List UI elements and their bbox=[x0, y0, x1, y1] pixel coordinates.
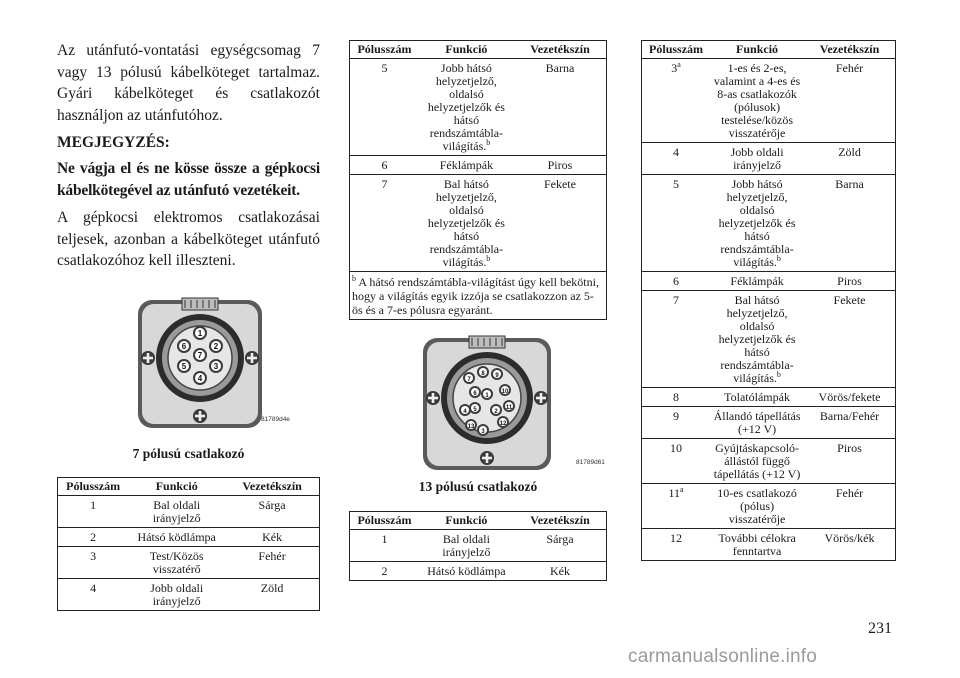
header-pin: Pólusszám bbox=[350, 512, 419, 530]
connector-13-diagram bbox=[401, 332, 576, 472]
svg-text:7: 7 bbox=[467, 377, 471, 383]
pin-cell: 1 bbox=[58, 495, 129, 527]
table-row bbox=[642, 272, 896, 291]
pin-socket bbox=[469, 386, 481, 398]
screw-icon bbox=[426, 391, 440, 405]
function-cell: Gyújtáskapcsoló-állástól függő tápellátás (+12 V) bbox=[710, 439, 804, 484]
color-cell: Zöld bbox=[804, 143, 895, 175]
pin-cell: 5 bbox=[350, 59, 419, 156]
table-row bbox=[642, 175, 896, 272]
table-row bbox=[350, 530, 607, 562]
connector-13-caption: 13 pólusú csatlakozó bbox=[418, 479, 538, 494]
function-cell: További célokra fenntartva bbox=[710, 529, 804, 561]
color-cell: Piros bbox=[804, 272, 895, 291]
pin-cell: 7 bbox=[350, 175, 419, 272]
intro-paragraph: Az utánfutó-vontatási egységcsomag 7 vagy 13 pólusú kábelköteget tartalmaz. Gyári kábelköteget és csatlakozót használjon az utánfutóhoz. bbox=[57, 42, 320, 124]
pin-socket bbox=[497, 416, 509, 428]
pin-cell: 9 bbox=[642, 407, 711, 439]
color-cell: Fekete bbox=[514, 175, 607, 272]
pin-socket bbox=[477, 424, 489, 436]
right-column bbox=[641, 0, 896, 561]
connector-7-figure bbox=[125, 292, 290, 440]
color-cell: Fehér bbox=[225, 546, 319, 578]
color-cell: Kék bbox=[514, 562, 607, 581]
header-color: Vezetékszín bbox=[804, 41, 895, 59]
table-row bbox=[642, 291, 896, 388]
pin-socket bbox=[193, 371, 207, 385]
figure-code: 81789d61 bbox=[576, 459, 605, 466]
latch-icon bbox=[469, 336, 505, 348]
svg-text:5: 5 bbox=[181, 361, 187, 371]
screw-icon bbox=[245, 351, 259, 365]
pin-socket bbox=[209, 359, 223, 373]
pin-socket bbox=[193, 348, 207, 362]
pin-socket bbox=[491, 368, 503, 380]
pin-cell: 4 bbox=[58, 578, 129, 610]
pin-cell: 8 bbox=[642, 388, 711, 407]
note-title: MEGJEGYZÉS: bbox=[57, 134, 170, 151]
screw-icon bbox=[193, 409, 207, 423]
color-cell: Vörös/kék bbox=[804, 529, 895, 561]
svg-text:3: 3 bbox=[481, 429, 485, 435]
pin-socket bbox=[477, 366, 489, 378]
pin-cell: 3$^a$ bbox=[642, 59, 711, 143]
color-cell: Fehér bbox=[804, 59, 895, 143]
watermark: carmanualsonline.info bbox=[628, 646, 818, 667]
left-column bbox=[57, 0, 320, 611]
svg-text:3: 3 bbox=[213, 361, 219, 371]
pin-socket bbox=[463, 372, 475, 384]
svg-text:6: 6 bbox=[181, 341, 187, 351]
svg-text:2: 2 bbox=[213, 341, 219, 351]
pin-cell: 2 bbox=[58, 527, 129, 546]
pin-socket bbox=[499, 384, 511, 396]
screw-icon bbox=[534, 391, 548, 405]
color-cell: Sárga bbox=[514, 530, 607, 562]
header-function: Funkció bbox=[128, 477, 225, 495]
pin-cell: 3 bbox=[58, 546, 129, 578]
svg-text:2: 2 bbox=[494, 409, 498, 415]
pin-cell: 7 bbox=[642, 291, 711, 388]
color-cell: Vörös/fekete bbox=[804, 388, 895, 407]
table-row bbox=[642, 388, 896, 407]
screw-icon bbox=[141, 351, 155, 365]
function-cell: Bal oldali irányjelző bbox=[128, 495, 225, 527]
connector-7-diagram bbox=[125, 292, 275, 432]
color-cell: Fehér bbox=[804, 484, 895, 529]
table-row bbox=[58, 546, 320, 578]
table-row bbox=[642, 484, 896, 529]
function-cell: Bal hátsó helyzetjelző, oldalsó helyzetjelzők és hátsó rendszámtábla-világítás.$^b$ bbox=[710, 291, 804, 388]
pin-socket bbox=[490, 404, 502, 416]
pin-cell: 10 bbox=[642, 439, 711, 484]
pin-table-13-part2 bbox=[641, 40, 896, 561]
header-color: Vezetékszín bbox=[514, 512, 607, 530]
middle-column bbox=[349, 0, 607, 581]
function-cell: Jobb oldali irányjelző bbox=[710, 143, 804, 175]
svg-text:11: 11 bbox=[505, 405, 513, 411]
table-row bbox=[642, 529, 896, 561]
table-row bbox=[58, 578, 320, 610]
function-cell: Bal oldali irányjelző bbox=[419, 530, 514, 562]
color-cell: Piros bbox=[514, 156, 607, 175]
function-cell: Féklámpák bbox=[419, 156, 514, 175]
color-cell: Fekete bbox=[804, 291, 895, 388]
color-cell: Kék bbox=[225, 527, 319, 546]
pin-table-13-part1 bbox=[349, 511, 607, 581]
svg-text:9: 9 bbox=[495, 373, 499, 379]
body-paragraph: A gépkocsi elektromos csatlakozásai teljesek, azonban a kábelköteget utánfutó csatlakozóhoz kell illeszteni. bbox=[57, 209, 320, 269]
pin-socket bbox=[177, 359, 191, 373]
header-function: Funkció bbox=[710, 41, 804, 59]
svg-text:8: 8 bbox=[481, 371, 485, 377]
svg-text:1: 1 bbox=[197, 328, 203, 338]
svg-text:13: 13 bbox=[467, 424, 475, 430]
pin-cell: 5 bbox=[642, 175, 711, 272]
table-row bbox=[58, 495, 320, 527]
pin-cell: 1 bbox=[350, 530, 419, 562]
pin-cell: 4 bbox=[642, 143, 711, 175]
table-row bbox=[58, 527, 320, 546]
footnote-b: $^b$ A hátsó rendszámtábla-világítást úgy kell bekötni, hogy a világítás egyik izzója se csatlakozzon az 5-ös és a 7-es pólusra egyaránt. bbox=[350, 272, 607, 320]
header-function: Funkció bbox=[419, 512, 514, 530]
table-row bbox=[350, 156, 607, 175]
function-cell: Jobb oldali irányjelző bbox=[128, 578, 225, 610]
svg-text:12: 12 bbox=[499, 421, 507, 427]
pin-socket bbox=[193, 326, 207, 340]
color-cell: Sárga bbox=[225, 495, 319, 527]
header-pin: Pólusszám bbox=[58, 477, 129, 495]
table-row bbox=[350, 175, 607, 272]
pin-socket bbox=[177, 339, 191, 353]
table-row bbox=[642, 59, 896, 143]
svg-text:1: 1 bbox=[485, 393, 489, 399]
pin-socket bbox=[481, 388, 493, 400]
color-cell: Barna bbox=[514, 59, 607, 156]
color-cell: Piros bbox=[804, 439, 895, 484]
connector-13-figure bbox=[401, 332, 605, 482]
function-cell: Test/Közös visszatérő bbox=[128, 546, 225, 578]
pin-table-7-part2 bbox=[349, 40, 607, 320]
table-row bbox=[350, 59, 607, 156]
pin-cell: 6 bbox=[350, 156, 419, 175]
latch-icon bbox=[182, 298, 218, 310]
pin-cell: 2 bbox=[350, 562, 419, 581]
function-cell: Állandó tápellátás (+12 V) bbox=[710, 407, 804, 439]
pin-socket bbox=[459, 404, 471, 416]
table-row bbox=[642, 143, 896, 175]
pin-socket bbox=[469, 402, 481, 414]
svg-text:4: 4 bbox=[463, 409, 467, 415]
page-number: 231 bbox=[868, 620, 892, 637]
function-cell: 10-es csatlakozó (pólus) visszatérője bbox=[710, 484, 804, 529]
function-cell: Hátsó ködlámpa bbox=[128, 527, 225, 546]
function-cell: Féklámpák bbox=[710, 272, 804, 291]
table-row bbox=[642, 407, 896, 439]
figure-code: 81789d4e bbox=[261, 415, 290, 423]
table-row bbox=[642, 439, 896, 484]
pin-cell: 6 bbox=[642, 272, 711, 291]
function-cell: Jobb hátsó helyzetjelző, oldalsó helyzetjelzők és hátsó rendszámtábla-világítás.$^b$ bbox=[710, 175, 804, 272]
pin-socket bbox=[209, 339, 223, 353]
screw-icon bbox=[480, 451, 494, 465]
header-pin: Pólusszám bbox=[642, 41, 711, 59]
color-cell: Zöld bbox=[225, 578, 319, 610]
pin-socket bbox=[465, 419, 477, 431]
connector-7-caption: 7 pólusú csatlakozó bbox=[132, 445, 245, 461]
pin-table-7-part1 bbox=[57, 477, 320, 611]
note-text: Ne vágja el és ne kösse össze a gépkocsi kábelkötegével az utánfutó vezetékeit. bbox=[57, 160, 320, 199]
svg-text:10: 10 bbox=[501, 389, 509, 395]
svg-text:7: 7 bbox=[197, 350, 203, 360]
color-cell: Barna/Fehér bbox=[804, 407, 895, 439]
pin-socket bbox=[503, 400, 515, 412]
svg-text:6: 6 bbox=[473, 391, 477, 397]
color-cell: Barna bbox=[804, 175, 895, 272]
header-color: Vezetékszín bbox=[514, 41, 607, 59]
function-cell: Hátsó ködlámpa bbox=[419, 562, 514, 581]
pin-cell: 11$^a$ bbox=[642, 484, 711, 529]
function-cell: Jobb hátsó helyzetjelző, oldalsó helyzetjelzők és hátsó rendszámtábla-világítás.$^b$ bbox=[419, 59, 514, 156]
table-row bbox=[350, 562, 607, 581]
svg-text:4: 4 bbox=[197, 373, 203, 383]
header-function: Funkció bbox=[419, 41, 514, 59]
pin-cell: 12 bbox=[642, 529, 711, 561]
header-color: Vezetékszín bbox=[225, 477, 319, 495]
function-cell: 1-es és 2-es, valamint a 4-es és 8-as csatlakozók (pólusok) testelése/közös visszatérője bbox=[710, 59, 804, 143]
svg-text:5: 5 bbox=[473, 407, 477, 413]
header-pin: Pólusszám bbox=[350, 41, 419, 59]
function-cell: Tolatólámpák bbox=[710, 388, 804, 407]
function-cell: Bal hátsó helyzetjelző, oldalsó helyzetjelzők és hátsó rendszámtábla-világítás.$^b$ bbox=[419, 175, 514, 272]
